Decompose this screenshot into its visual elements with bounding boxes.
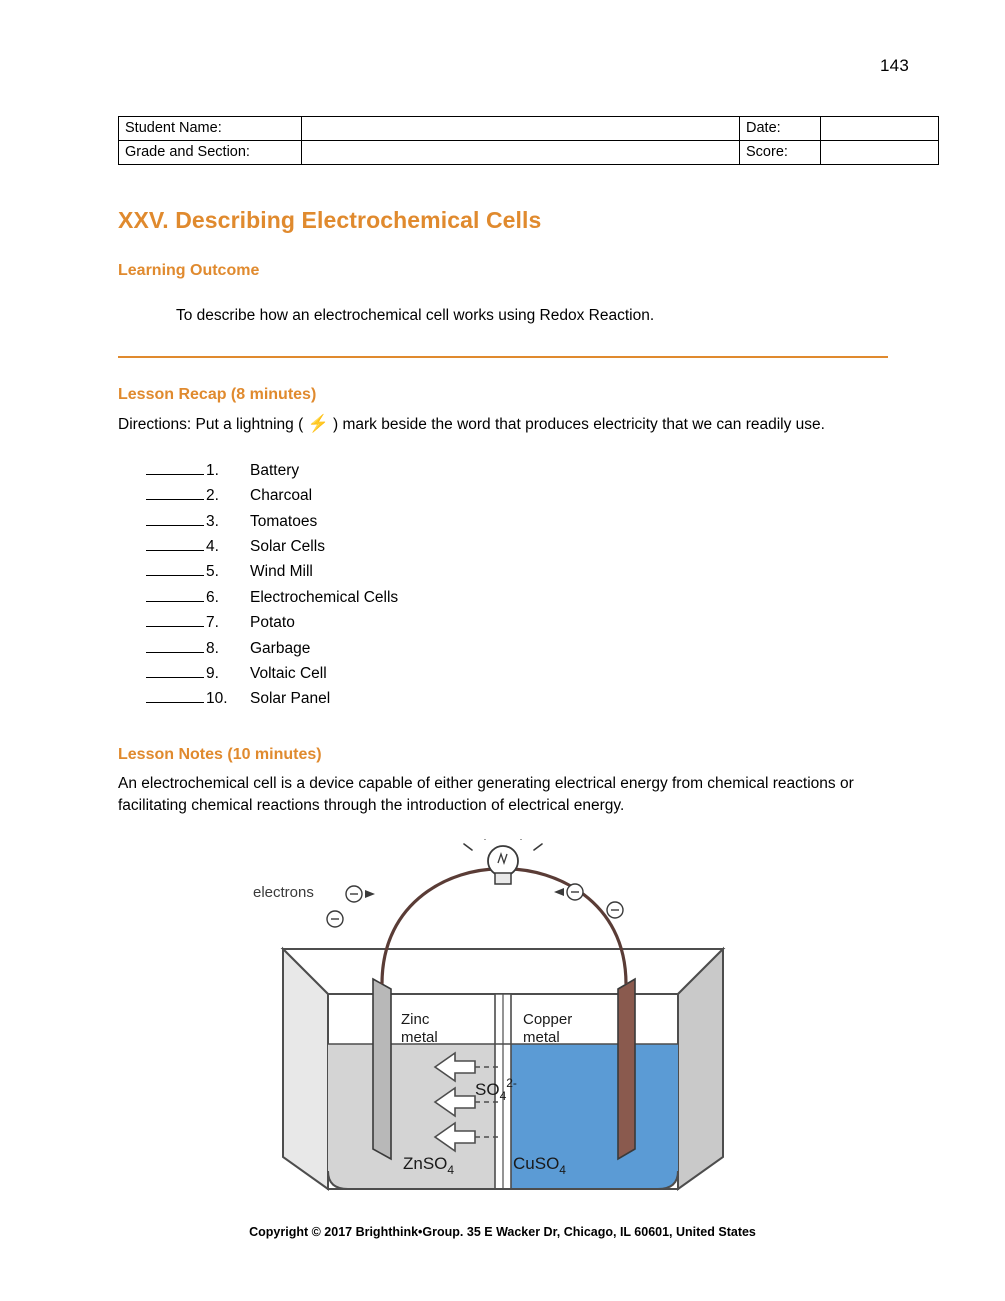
item-number: 6.	[206, 588, 219, 606]
lightning-icon: ⚡	[307, 413, 329, 433]
answer-blank[interactable]	[146, 487, 204, 500]
lesson-notes-heading: Lesson Notes (10 minutes)	[118, 745, 322, 763]
item-number: 9.	[206, 664, 219, 682]
item-label: Garbage	[250, 639, 311, 657]
recap-directions	[118, 412, 888, 436]
answer-blank[interactable]	[146, 640, 204, 653]
list-item[interactable]	[118, 509, 888, 534]
list-item[interactable]	[118, 559, 888, 584]
answer-blank[interactable]	[146, 690, 204, 703]
directions-text-after: ) mark beside the word that produces electricity that we can readily use.	[328, 415, 825, 433]
list-item[interactable]	[118, 686, 888, 711]
copper-label-2: metal	[523, 1028, 560, 1046]
item-label: Battery	[250, 461, 300, 479]
item-label: Solar Cells	[250, 537, 325, 555]
galvanic-cell-diagram	[223, 839, 783, 1229]
item-number: 5.	[206, 563, 219, 581]
date-field[interactable]	[821, 117, 939, 141]
footer-copyright: Copyright © 2017 Brighthink•Group. 35 E Wacker Dr, Chicago, IL 60601, United States	[249, 1225, 756, 1239]
date-label: Date:	[740, 117, 821, 141]
item-number: 2.	[206, 487, 219, 505]
list-item[interactable]	[118, 585, 888, 610]
answer-blank[interactable]	[146, 462, 204, 475]
list-item[interactable]	[118, 458, 888, 483]
table-row	[119, 141, 939, 165]
answer-blank[interactable]	[146, 665, 204, 678]
item-label: Electrochemical Cells	[250, 588, 399, 606]
table-row	[119, 117, 939, 141]
lesson-notes-body: An electrochemical cell is a device capable of either generating electrical energy from chemical reactions or facilitating chemical reactions through the introduction of electrical energy.	[118, 774, 854, 814]
answer-blank[interactable]	[146, 614, 204, 627]
score-field[interactable]	[821, 141, 939, 165]
cuso4-label: CuSO$_4$	[513, 1153, 566, 1177]
student-info-table	[118, 116, 939, 165]
lesson-recap-heading: Lesson Recap (8 minutes)	[118, 385, 317, 403]
item-label: Wind Mill	[250, 563, 313, 581]
student-name-field[interactable]	[302, 117, 740, 141]
learning-outcome-text: To describe how an electrochemical cell works using Redox Reaction.	[176, 307, 655, 324]
item-number: 1.	[206, 461, 219, 479]
zinc-label-2: metal	[401, 1028, 438, 1046]
item-label: Tomatoes	[250, 512, 318, 530]
electrons-label: electrons	[253, 883, 314, 901]
grade-section-label: Grade and Section:	[119, 141, 302, 165]
item-number: 10.	[206, 690, 228, 708]
copper-label: Copper	[523, 1010, 573, 1028]
zinc-label: Zinc	[401, 1010, 430, 1028]
answer-blank[interactable]	[146, 589, 204, 602]
grade-section-field[interactable]	[302, 141, 740, 165]
learning-outcome-heading: Learning Outcome	[118, 262, 260, 279]
item-label: Voltaic Cell	[250, 664, 327, 682]
znso4-label: ZnSO$_4$	[403, 1153, 455, 1177]
item-number: 4.	[206, 537, 219, 555]
recap-list	[118, 458, 888, 712]
item-label: Potato	[250, 614, 295, 632]
sulfate-ion-label: $SO_4^{2-}$	[475, 1075, 517, 1103]
answer-blank[interactable]	[146, 563, 204, 576]
page-content	[118, 116, 888, 1229]
page-number: 143	[880, 56, 909, 75]
electrochemical-cell-figure	[118, 839, 888, 1229]
section-divider	[118, 356, 888, 358]
page-title: XXV. Describing Electrochemical Cells	[118, 207, 542, 233]
list-item[interactable]	[118, 483, 888, 508]
directions-text-before: Directions: Put a lightning (	[118, 415, 308, 433]
item-number: 8.	[206, 639, 219, 657]
score-label: Score:	[740, 141, 821, 165]
item-number: 7.	[206, 614, 219, 632]
item-label: Charcoal	[250, 487, 313, 505]
answer-blank[interactable]	[146, 538, 204, 551]
student-name-label: Student Name:	[119, 117, 302, 141]
answer-blank[interactable]	[146, 513, 204, 526]
list-item[interactable]	[118, 610, 888, 635]
item-number: 3.	[206, 512, 219, 530]
list-item[interactable]	[118, 534, 888, 559]
list-item[interactable]	[118, 661, 888, 686]
item-label: Solar Panel	[250, 690, 331, 708]
list-item[interactable]	[118, 636, 888, 661]
